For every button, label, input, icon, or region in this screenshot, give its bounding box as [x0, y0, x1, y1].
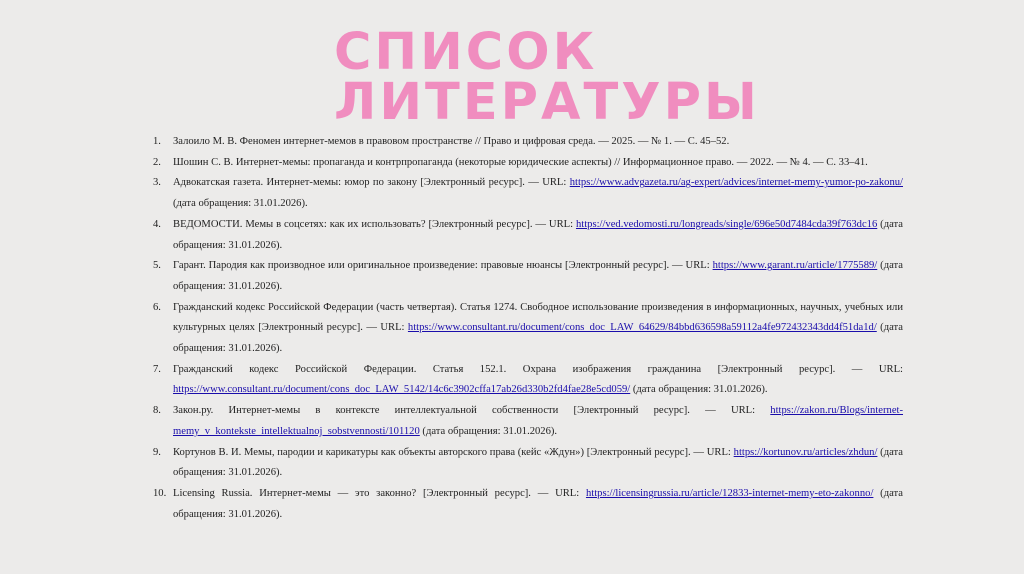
reference-item: [153, 132, 903, 153]
reference-access-date: (дата обращения: 31.01.2026).: [173, 198, 308, 210]
reference-item: [153, 173, 903, 214]
reference-text: [173, 132, 903, 153]
page-title-line2: ЛИТЕРАТУРЫ: [334, 73, 760, 132]
reference-access-date: (дата обращения: 31.01.2026).: [173, 446, 903, 479]
reference-citation: Закон.ру. Интернет-мемы в контексте интеллектуальной собственности [Электронный ресурс]. — URL:: [173, 405, 771, 417]
reference-text: [173, 256, 903, 297]
reference-item: [153, 443, 903, 484]
reference-item: [153, 360, 903, 401]
page-title: [334, 23, 760, 132]
reference-text: [173, 484, 903, 525]
reference-number: 5.: [153, 260, 161, 272]
reference-link[interactable]: https://zakon.ru/Blogs/internet-memy_v_kontekste_intellektualnoj_sobstvennosti/101120: [173, 405, 903, 437]
reference-number: 4.: [153, 218, 161, 230]
reference-citation: Адвокатская газета. Интернет-мемы: юмор по закону [Электронный ресурс]. — URL:: [173, 177, 570, 189]
reference-text: [173, 443, 903, 484]
reference-number: 9.: [153, 446, 161, 458]
reference-number: 8.: [153, 405, 161, 417]
reference-number: 6.: [153, 301, 161, 313]
reference-item: [153, 298, 903, 360]
reference-access-date: (дата обращения: 31.01.2026).: [173, 322, 903, 355]
reference-list: [153, 132, 903, 525]
reference-item: [153, 401, 903, 442]
reference-number: 2.: [153, 156, 161, 168]
reference-link[interactable]: https://kortunov.ru/articles/zhdun/: [733, 446, 878, 458]
reference-link[interactable]: https://licensingrussia.ru/article/12833-internet-memy-eto-zakonno/: [585, 487, 874, 499]
reference-citation: Кортунов В. И. Мемы, пародии и карикатуры как объекты авторского права (кейс «Ждун») [Электронный ресурс]. — URL:: [173, 446, 734, 458]
reference-access-date: (дата обращения: 31.01.2026).: [173, 487, 903, 520]
reference-citation: Гражданский кодекс Российской Федерации. Статья 152.1. Охрана изображения гражданина [Электронный ресурс]. — URL:: [173, 363, 903, 375]
reference-number: 10.: [153, 487, 167, 499]
reference-text: [173, 298, 903, 360]
reference-item: [153, 215, 903, 256]
reference-number: 7.: [153, 363, 161, 375]
reference-citation: Залоило М. В. Феномен интернет-мемов в правовом пространстве // Право и цифровая среда. — 2025. — № 1. — С. 45–52.: [173, 136, 730, 147]
reference-link[interactable]: https://www.consultant.ru/document/cons_doc_LAW_64629/84bbd636598a59112a4fe972432343dd4f51da1d/: [407, 322, 877, 334]
reference-text: [173, 360, 903, 401]
reference-item: [153, 256, 903, 297]
reference-access-date: (дата обращения: 31.01.2026).: [173, 218, 903, 251]
reference-link[interactable]: https://www.consultant.ru/document/cons_doc_LAW_5142/14c6c3902cffa17ab26d330b2fd4fae28e5cd059/: [173, 384, 631, 396]
page-title-line1: СПИСОК: [334, 23, 598, 82]
reference-citation: ВЕДОМОСТИ. Мемы в соцсетях: как их использовать? [Электронный ресурс]. — URL:: [173, 218, 576, 230]
reference-text: [173, 173, 903, 214]
reference-text: [173, 215, 903, 256]
reference-access-date: (дата обращения: 31.01.2026).: [173, 260, 903, 292]
reference-text: [173, 401, 903, 442]
reference-number: 1.: [153, 136, 161, 147]
reference-link[interactable]: https://www.garant.ru/article/1775589/: [712, 260, 878, 272]
reference-citation: Гражданский кодекс Российской Федерации (часть четвертая). Статья 1274. Свободное использование произведения в информационных, научных, учебных или культурных целях [Электронный ресурс]. — URL:: [173, 301, 903, 334]
reference-link[interactable]: https://www.advgazeta.ru/ag-expert/advices/internet-memy-yumor-po-zakonu/: [569, 177, 903, 189]
reference-number: 3.: [153, 177, 161, 189]
reference-text: [173, 153, 903, 174]
reference-citation: Шошин С. В. Интернет-мемы: пропаганда и контрпропаганда (некоторые юридические аспекты) // Информационное право. — 2022. — № 4. — С. 33–41.: [173, 156, 868, 168]
reference-access-date: (дата обращения: 31.01.2026).: [630, 384, 768, 396]
reference-item: [153, 484, 903, 525]
reference-access-date: (дата обращения: 31.01.2026).: [419, 425, 558, 437]
reference-citation: Licensing Russia. Интернет-мемы — это законно? [Электронный ресурс]. — URL:: [173, 487, 586, 499]
reference-link[interactable]: https://ved.vedomosti.ru/longreads/single/696e50d7484cda39f763dc16: [575, 218, 878, 230]
reference-citation: Гарант. Пародия как производное или оригинальное произведение: правовые нюансы [Электронный ресурс]. — URL:: [173, 260, 713, 272]
reference-item: [153, 153, 903, 174]
